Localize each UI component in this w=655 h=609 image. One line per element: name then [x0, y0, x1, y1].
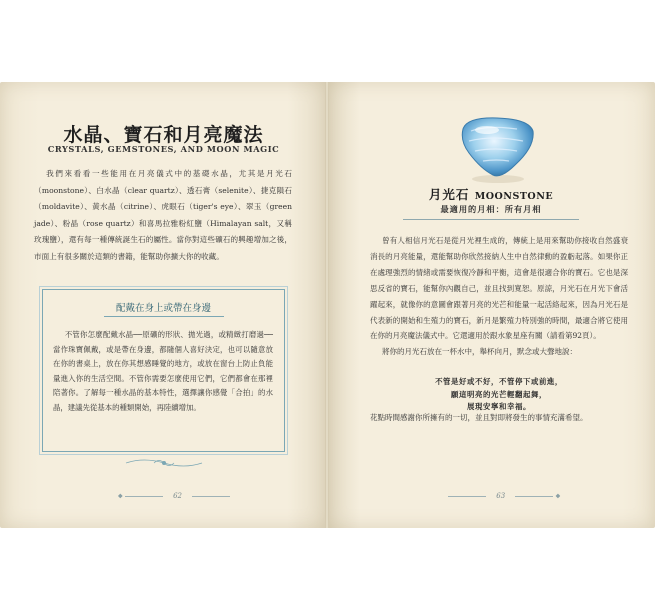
title-divider [403, 219, 579, 220]
intro-text [34, 166, 292, 266]
verse-line: 願這明亮的光芒輕翻起舞， [451, 389, 547, 399]
diamond-mark-icon: ◆ [118, 492, 123, 500]
folio-line [192, 496, 230, 497]
page-number: 63 [496, 492, 506, 500]
left-page [0, 82, 327, 528]
closing-text [370, 411, 628, 425]
box-paragraph: 不管你怎麼配戴水晶──原礦的形狀、拋光過，或精緻打磨過──當作珠寶佩戴，或是帶在身邊，都隨個人喜好決定，也可以隨意放在你的書桌上，放在你其想感睡覺的地方，或放在窗台上防止負能量進入你的生活空間。不管你需要怎麼使用它們，它們都會在那裡陪著你。了解每一種水晶的基本特性，選擇讓你感覺「合拍」的水晶，建議先從基本的種類開始，再陸續增加。 [53, 330, 273, 412]
page-number: 62 [173, 492, 183, 500]
stone-title-en: MOONSTONE [474, 191, 554, 202]
box-title: 配戴在身上或帶在身邊 [115, 303, 211, 314]
diamond-mark-icon: ◆ [555, 492, 561, 500]
moonstone-image [457, 113, 539, 185]
page-number-left [118, 492, 230, 500]
instruction-paragraph: 將你的月光石放在一杯水中，舉杯向月，默念或大聲地說： [382, 347, 577, 357]
box-text [53, 328, 273, 416]
closing-paragraph: 花點時間感謝你所擁有的一切，並且對即將發生的事情充滿希望。 [370, 413, 588, 422]
page-number-right [448, 492, 560, 500]
moonstone-text [370, 233, 628, 360]
incantation-verse [370, 376, 628, 414]
moon-phase-subtitle: 最適用的月相：所有月相 [440, 204, 542, 214]
folio-line [448, 496, 486, 497]
moonstone-paragraph: 曾有人相信月光石是從月光裡生成的，傳統上是用來幫助你接收自然盛衰消長的月亮能量，還能幫助你欣然接納人生中自然律動的盈虧起落。如果你正在處理強烈的情緒或需要恢復冷靜和平衡，這會是很適合你的寶石。它也是深思反省的寶石，能幫你內觀自己，並且找到寬恕。原諒，月光石在月光下會活躍起來，就像你的意圖會跟著月亮的光芒和能量一起活絡起來，因為月光石是代表新的開始和生殖力的寶石，新月是繁殖力特別強的時間，最適合將它使用在你的月亮魔法儀式中。它還適用於跟水象星座有關（請看第92頁）。 [370, 236, 628, 341]
stone-title [347, 185, 635, 203]
folio-line [515, 496, 553, 497]
page-title: 水晶、寶石和月亮魔法 [63, 124, 264, 146]
verse-line: 展現安寧和幸福。 [467, 402, 531, 411]
book-spine [325, 82, 329, 528]
box-divider [104, 316, 224, 317]
intro-paragraph: 我們來看看一些能用在月亮儀式中的基礎水晶，尤其是月光石（moonstone）、白水晶（clear quartz）、透石膏（selenite）、捷克隕石（moldavite）、黃水晶（citrine）、虎眼石（tiger's eye）、翠玉（green jade）、粉晶（rose quartz）和喜馬拉雅粉紅鹽（Himalayan salt，又稱玫瑰鹽），還有每一種傳統誕生石的屬性。當你對這些礦石的興趣增加之後，市面上有很多關於這類的書籍，能幫助你擴大你的收藏。 [34, 169, 292, 261]
stone-title-cn: 月光石 [428, 187, 470, 202]
sidebar-box [42, 289, 285, 452]
page-subtitle: CRYSTALS, GEMSTONES, AND MOON MAGIC [47, 144, 280, 154]
folio-line [125, 496, 163, 497]
verse-line: 不管是好或不好，不管停下或前進， [435, 377, 563, 386]
flourish-ornament-icon [124, 455, 204, 471]
